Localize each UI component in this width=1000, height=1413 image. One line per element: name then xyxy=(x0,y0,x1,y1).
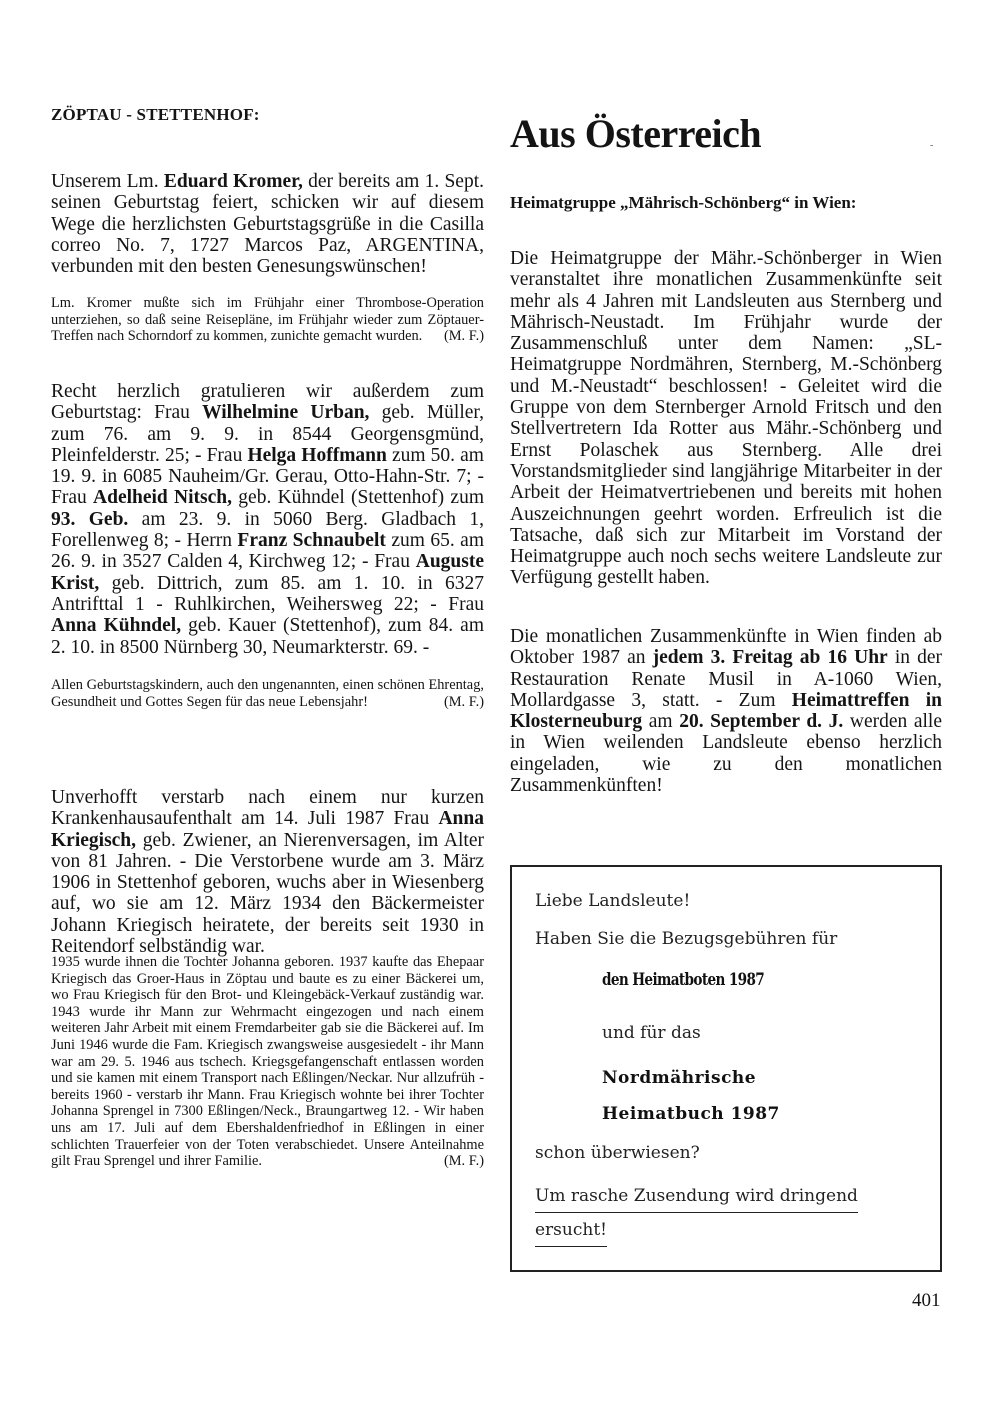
text: Die monatlichen Zusammenkünfte in Wien finden ab Oktober 1987 an xyxy=(510,626,942,669)
section-heading-zoeptau: ZÖPTAU - STETTENHOF: xyxy=(51,105,260,124)
text: Lm. Kromer mußte sich im Frühjahr einer Thrombose-Operation unterziehen, so daß seine Reisepläne, im Frühjahr wieder zum Zöptauer-Treffen nach Schorndorf zu kommen, zunichte gemacht wurden. xyxy=(51,295,484,345)
text: geb. Kauer (Stettenhof), zum 84. am 2. 10. in 8500 Nürnberg 30, Neumarkterstr. 69. - xyxy=(51,615,484,658)
text: der bereits am 1. Sept. seinen Geburtstag feiert, schicken wir auf diesem Wege die herzlichsten Geburtstagsgrüße in die Casilla correo No. 7, 1727 Marcos Paz, ARGENTINA, verbunden mit den besten Genesungswünschen! xyxy=(51,171,484,278)
publication-heimatbuch xyxy=(602,1060,780,1132)
paragraph-birthday-kromer xyxy=(51,171,484,277)
page-number: 401 xyxy=(912,1290,941,1311)
notice-line: und für das xyxy=(602,1023,701,1043)
notice-line: schon überwiesen? xyxy=(535,1143,700,1163)
text: werden alle in Wien weilenden Landsleute ebenso herzlich eingeladen, wie zu den monatlichen Zusammenkünften! xyxy=(510,711,942,797)
text: zum 65. am 26. 9. in 3527 Calden 4, Kirchweg 12; - Frau xyxy=(51,530,484,573)
text: geb. Zwiener, an Nierenversagen, im Alter von 81 Jahren. - Die Verstorbene wurde am 3. März 1906 in Stettenhof geboren, wuchs aber in Wiesenberg auf, wo sie am 12. März 1934 den Bäckermeister Johann Kriegisch heiratete, der bereits seit 1930 in Reitendorf selbständig war. xyxy=(51,829,484,958)
paragraph-kromer-operation xyxy=(51,295,484,345)
name-bold: Anna Kriegisch, xyxy=(51,808,484,851)
text: Allen Geburtstagskindern, auch den ungenannten, einen schönen Ehrentag, Gesundheit und Gottes Segen für das neue Lebensjahr! xyxy=(51,677,484,710)
text: zum 50. am 19. 9. in 6085 Nauheim/Gr. Gerau, Otto-Hahn-Str. 7; - Frau xyxy=(51,444,484,509)
name-bold: Adelheid Nitsch, xyxy=(93,487,233,509)
text: Unserem Lm. xyxy=(51,171,164,192)
text: geb. Dittrich, zum 85. am 1. 10. in 6327 Antrifttal 1 - Ruhlkirchen, Weihersweg 22; - Frau xyxy=(51,572,484,615)
event-bold: Heimattreffen in Klosterneuburg xyxy=(510,689,942,733)
text: Unverhofft verstarb nach einem nur kurzen Krankenhausaufenthalt am 14. Juli 1987 Frau xyxy=(51,787,484,830)
name-bold: Helga Hoffmann xyxy=(247,444,387,466)
signature: (M. F.) xyxy=(443,328,484,345)
text: am xyxy=(642,711,680,733)
paragraph-heimatgruppe xyxy=(510,248,942,589)
paragraph-meetings xyxy=(510,626,942,796)
text: geb. Müller, zum 76. am 9. 9. in 8544 Georgensgmünd, Pleinfelderstr. 25; - Frau xyxy=(51,402,484,466)
text: geb. Kühndel (Stettenhof) zum xyxy=(232,487,484,509)
date-bold: jedem 3. Freitag ab 16 Uhr xyxy=(652,647,888,669)
subscription-notice-box xyxy=(510,865,942,1272)
urgent-line: ersucht! xyxy=(535,1220,607,1247)
text: in der Restauration Renate Musil in A-1060 Wien, Mollardgasse 3, statt. - Zum xyxy=(510,647,942,711)
name-bold: Eduard Kromer, xyxy=(163,171,303,192)
name-bold: Wilhelmine Urban, xyxy=(202,402,370,424)
name-bold: Auguste Krist, xyxy=(51,551,484,594)
name-bold: 93. Geb. xyxy=(51,508,129,530)
section-heading-wien: Heimatgruppe „Mährisch-Schönberg“ in Wien: xyxy=(510,193,857,212)
publication-heimatboten: den Heimatboten 1987 xyxy=(602,970,765,990)
greeting: Liebe Landsleute! xyxy=(535,891,691,911)
publication-title-line: Heimatbuch 1987 xyxy=(602,1104,780,1124)
notice-line: Haben Sie die Bezugsgebühren für xyxy=(535,929,838,949)
name-bold: Franz Schnaubelt xyxy=(237,530,386,552)
signature: (M. F.) xyxy=(443,693,484,710)
page-title: Aus Österreich xyxy=(510,111,762,156)
text: am 23. 9. in 5060 Berg. Gladbach 1, Forellenweg 8; - Herrn xyxy=(51,508,484,552)
signature: (M. F.) xyxy=(443,1153,484,1170)
date-bold: 20. September d. J. xyxy=(679,711,844,733)
paragraph-birthday-list xyxy=(51,381,484,658)
text: 1935 wurde ihnen die Tochter Johanna geboren. 1937 kaufte das Ehepaar Kriegisch das Groer-Haus in Zöptau und baute es zu einer Bäckerei um, wo Frau Kriegisch für den Brot- und Kleingebäck-Verkauf zuständig war. 1943 wurde ihr Mann zur Wehrmacht eingezogen und nach einem weiteren Jahr Arbeit mit einem Fremdarbeiter gab sie die Bäckerei auf. Im Juni 1946 wurde die Fam. Kriegisch zwangsweise ausgesiedelt - ihr Mann war am 29. 5. 1946 aus tschech. Kriegsgefangenschaft entlassen worden und sie kamen mit einem Transport nach Eßlingen/Neckar. Nur allzufrüh - bereits 1960 - verstarb ihr Mann. Frau Kriegisch wohnte bei ihrer Tochter Johanna Sprengel in 7300 Eßlingen/Neck., Braungartweg 12. - Wir haben uns am 17. Juli auf dem Ebershaldenfriedhof in Eßlingen in einer schlichten Trauerfeier von der Toten verabschiedet. Unsere Anteilnahme gilt Frau Sprengel und ihrer Familie. xyxy=(51,954,484,1170)
paragraph-obituary-details xyxy=(51,954,484,1170)
paragraph-obituary-kriegisch xyxy=(51,787,484,957)
urgent-line: Um rasche Zusendung wird dringend xyxy=(535,1186,858,1213)
stray-mark: - xyxy=(930,140,934,151)
text: Recht herzlich gratulieren wir außerdem zum Geburtstag: Frau xyxy=(51,381,484,424)
publication-title-line: Nordmährische xyxy=(602,1068,757,1088)
name-bold: Anna Kühndel, xyxy=(51,615,182,637)
text: Die Heimatgruppe der Mähr.-Schönberger in Wien veranstaltet ihre monatlichen Zusammenkünfte seit mehr als 4 Jahren mit Landsleuten aus Sternberg und Mährisch-Neustadt. Im Frühjahr wurde der Zusammenschluß unter dem Namen: „SL-Heimatgruppe Nordmähren, Sternberg, M.-Schönberg und M.-Neustadt“ beschlossen! - Geleitet wird die Gruppe von dem Sternberger Arnold Fritsch und den Stellvertretern Ida Rotter aus Mähr.-Schönberg und Ernst Polaschek aus Sternberg. Alle drei Vorstandsmitglieder sind langjährige Mitarbeiter in der Arbeit der Heimatvertriebenen und bereits mit hohen Auszeichnungen geehrt worden. Erfreulich ist die Tatsache, daß sich zur Mitarbeit im Vorstand der Heimatgruppe auch noch sechs weitere Landsleute zur Verfügung gestellt haben. xyxy=(510,248,942,589)
paragraph-birthday-wishes xyxy=(51,677,484,710)
